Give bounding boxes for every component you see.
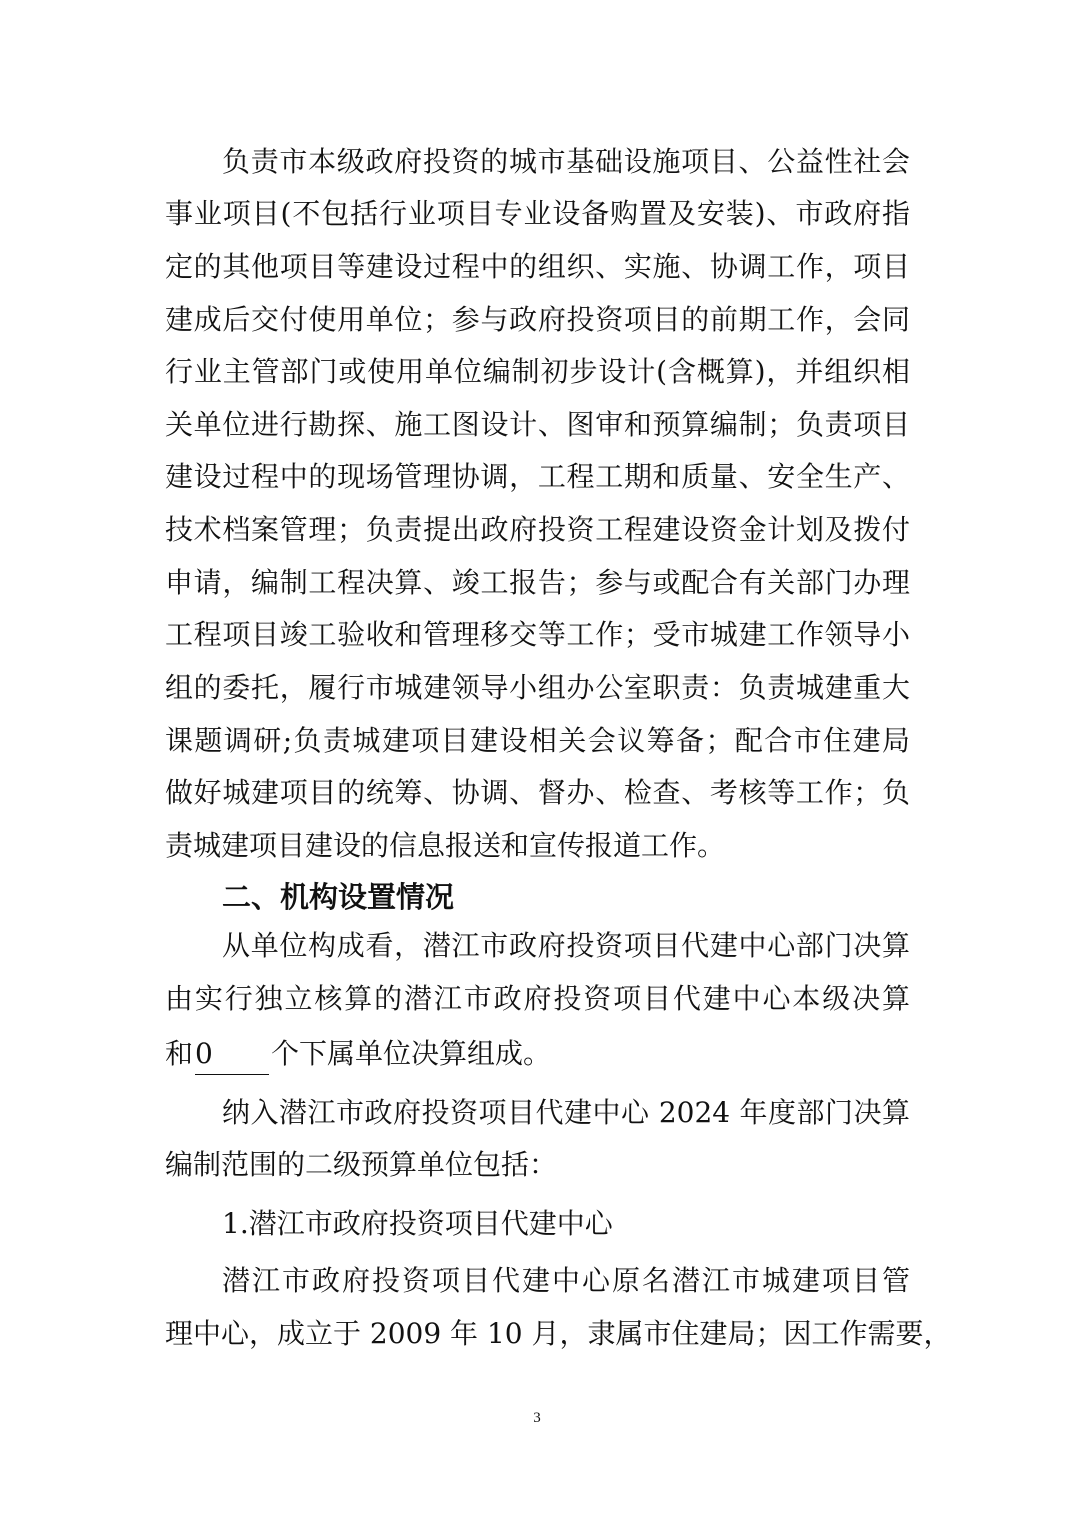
duties-line-10: 工程项目竣工验收和管理移交等工作；受市城建工作领导小 <box>165 618 910 651</box>
structure-line-3-suffix: 个下属单位决算组成。 <box>271 1037 552 1070</box>
structure-line-1: 从单位构成看，潜江市政府投资项目代建中心部门决算 <box>222 929 910 962</box>
scope-line-2: 编制范围的二级预算单位包括： <box>165 1148 558 1181</box>
structure-line-3 <box>165 1028 910 1080</box>
history-line-2: 理中心，成立于 2009 年 10 月，隶属市住建局；因工作需要， <box>165 1317 952 1350</box>
duties-line-4: 建成后交付使用单位；参与政府投资项目的前期工作，会同 <box>165 303 910 336</box>
duties-line-12: 课题调研;负责城建项目建设相关会议筹备；配合市住建局 <box>165 724 910 757</box>
list-item-1: 1.潜江市政府投资项目代建中心 <box>222 1207 613 1240</box>
duties-line-5: 行业主管部门或使用单位编制初步设计(含概算)，并组织相 <box>165 355 910 388</box>
scope-line-1: 纳入潜江市政府投资项目代建中心 2024 年度部门决算 <box>222 1096 910 1129</box>
duties-line-3: 定的其他项目等建设过程中的组织、实施、协调工作，项目 <box>165 250 910 283</box>
structure-line-3-prefix: 和 <box>165 1037 194 1070</box>
page-number: 3 <box>533 1410 541 1426</box>
section-heading: 二、机构设置情况 <box>222 880 455 914</box>
duties-line-7: 建设过程中的现场管理协调，工程工期和质量、安全生产、 <box>165 460 910 493</box>
duties-line-1: 负责市本级政府投资的城市基础设施项目、公益性社会 <box>222 145 910 178</box>
duties-line-14: 责城建项目建设的信息报送和宣传报道工作。 <box>165 829 726 862</box>
duties-line-11: 组的委托，履行市城建领导小组办公室职责：负责城建重大 <box>165 671 910 704</box>
structure-line-2: 由实行独立核算的潜江市政府投资项目代建中心本级决算 <box>165 982 910 1015</box>
duties-line-6: 关单位进行勘探、施工图设计、图审和预算编制；负责项目 <box>165 408 910 441</box>
duties-line-8: 技术档案管理；负责提出政府投资工程建设资金计划及拨付 <box>165 513 910 546</box>
duties-line-2: 事业项目(不包括行业项目专业设备购置及安装)、市政府指 <box>165 197 910 230</box>
duties-line-9: 申请，编制工程决算、竣工报告；参与或配合有关部门办理 <box>165 566 910 599</box>
duties-line-13: 做好城建项目的统筹、协调、督办、检查、考核等工作；负 <box>165 776 910 809</box>
history-line-1: 潜江市政府投资项目代建中心原名潜江市城建项目管 <box>222 1264 910 1297</box>
subordinate-count-blank: 0 <box>195 1034 269 1075</box>
